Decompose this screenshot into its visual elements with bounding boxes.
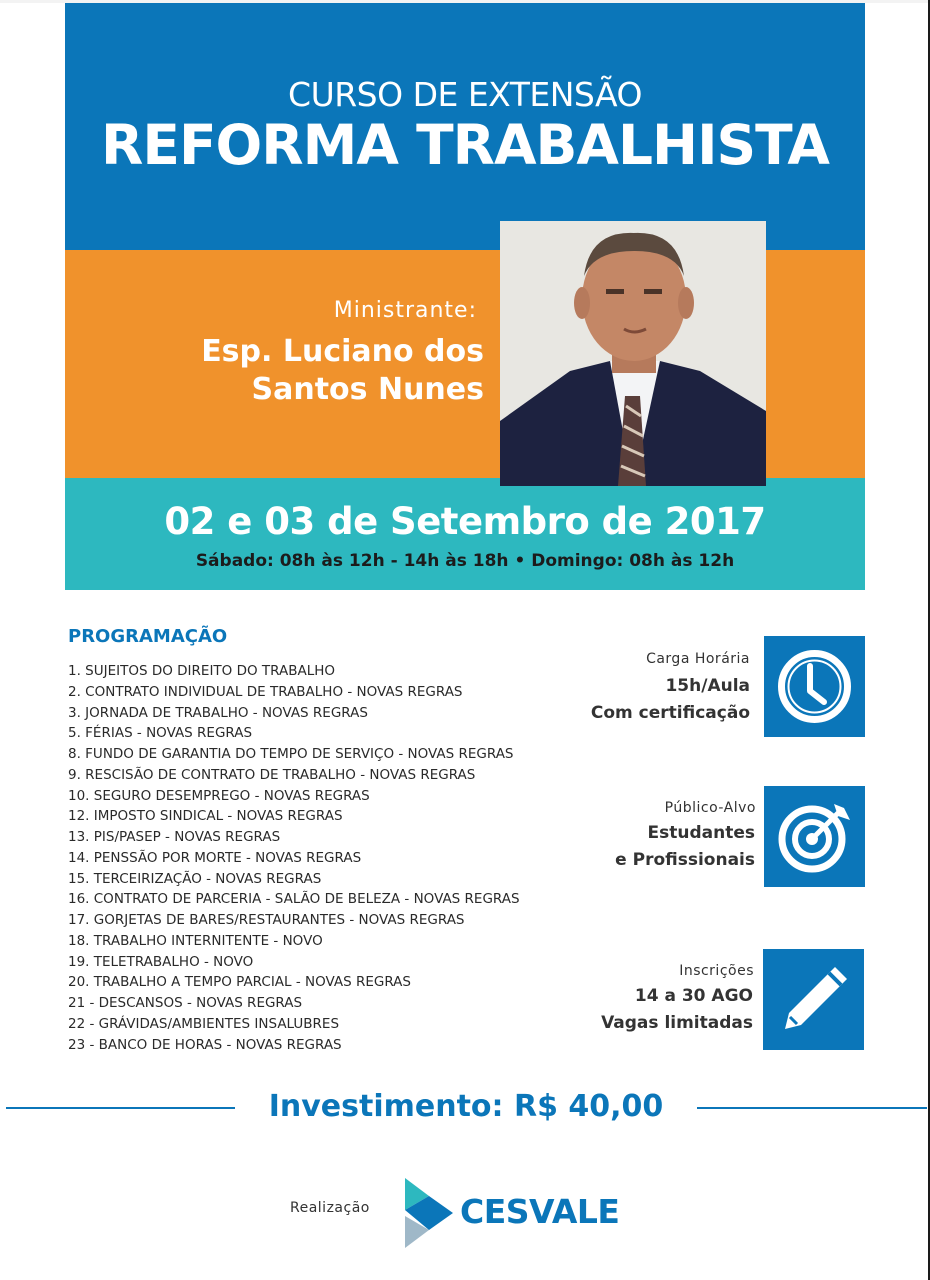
divider-right xyxy=(697,1107,927,1109)
speaker-label: Ministrante: xyxy=(333,298,477,323)
program-item: 8. FUNDO DE GARANTIA DO TEMPO DE SERVIÇO - NOVAS REGRAS xyxy=(68,746,514,762)
program-item: 20. TRABALHO A TEMPO PARCIAL - NOVAS REGRAS xyxy=(68,974,411,991)
program-item: 5. FÉRIAS - NOVAS REGRAS xyxy=(68,725,253,742)
pencil-icon xyxy=(763,949,864,1050)
workload-certification: Com certificação xyxy=(590,703,750,723)
divider-left xyxy=(6,1107,235,1109)
program-item: 23 - BANCO DE HORAS - NOVAS REGRAS xyxy=(68,1036,342,1053)
program-item: 12. IMPOSTO SINDICAL - NOVAS REGRAS xyxy=(68,808,343,825)
program-item: 22 - GRÁVIDAS/AMBIENTES INSALUBRES xyxy=(68,1015,340,1032)
target-icon xyxy=(764,786,865,887)
clock-icon xyxy=(764,636,865,737)
registration-value xyxy=(540,983,753,1037)
course-title: REFORMA TRABALHISTA xyxy=(101,113,829,177)
event-schedule: Sábado: 08h às 12h - 14h às 18h • Domingo: 08h às 12h xyxy=(195,551,735,571)
cesvale-logo-icon xyxy=(405,1178,453,1248)
program-item: 21 - DESCANSOS - NOVAS REGRAS xyxy=(68,995,303,1011)
program-item: 10. SEGURO DESEMPREGO - NOVAS REGRAS xyxy=(68,787,370,804)
speaker-name-line2: Santos Nunes xyxy=(251,372,484,407)
audience-line2: e Profissionais xyxy=(615,850,755,870)
speaker-portrait-image xyxy=(500,221,766,486)
program-item: 13. PIS/PASEP - NOVAS REGRAS xyxy=(68,829,281,845)
program-item: 19. TELETRABALHO - NOVO xyxy=(68,953,254,970)
registration-label: Inscrições xyxy=(679,963,754,979)
speaker-photo xyxy=(500,221,766,486)
registration-limit: Vagas limitadas xyxy=(601,1013,753,1033)
registration-period: 14 a 30 AGO xyxy=(634,986,753,1006)
workload-value xyxy=(540,673,750,727)
course-subtitle: CURSO DE EXTENSÃO xyxy=(288,75,642,114)
speaker-name xyxy=(150,333,484,409)
program-item: 1. SUJEITOS DO DIREITO DO TRABALHO xyxy=(68,663,336,679)
program-item: 18. TRABALHO INTERNITENTE - NOVO xyxy=(68,932,323,949)
program-heading: PROGRAMAÇÃO xyxy=(68,626,228,647)
program-item: 2. CONTRATO INDIVIDUAL DE TRABALHO - NOVAS REGRAS xyxy=(68,683,463,700)
audience-value xyxy=(540,820,755,874)
organizer-name: CESVALE xyxy=(460,1192,620,1231)
program-item: 14. PENSSÃO POR MORTE - NOVAS REGRAS xyxy=(68,849,362,866)
workload-hours: 15h/Aula xyxy=(665,676,750,696)
audience-label: Público-Alvo xyxy=(664,800,756,816)
program-list xyxy=(68,661,520,1055)
program-item: 3. JORNADA DE TRABALHO - NOVAS REGRAS xyxy=(68,704,368,721)
program-item: 17. GORJETAS DE BARES/RESTAURANTES - NOVAS REGRAS xyxy=(68,912,465,928)
speaker-name-line1: Esp. Luciano dos xyxy=(201,334,484,369)
event-dates: 02 e 03 de Setembro de 2017 xyxy=(164,500,766,543)
program-item: 9. RESCISÃO DE CONTRATO DE TRABALHO - NOVAS REGRAS xyxy=(68,766,476,783)
program-item: 15. TERCEIRIZAÇÃO - NOVAS REGRAS xyxy=(68,870,322,887)
investment-price: Investimento: R$ 40,00 xyxy=(268,1089,664,1124)
organizer-label: Realização xyxy=(290,1200,370,1216)
audience-line1: Estudantes xyxy=(647,823,755,843)
program-item: 16. CONTRATO DE PARCERIA - SALÃO DE BELEZA - NOVAS REGRAS xyxy=(68,891,520,908)
workload-label: Carga Horária xyxy=(646,651,750,667)
